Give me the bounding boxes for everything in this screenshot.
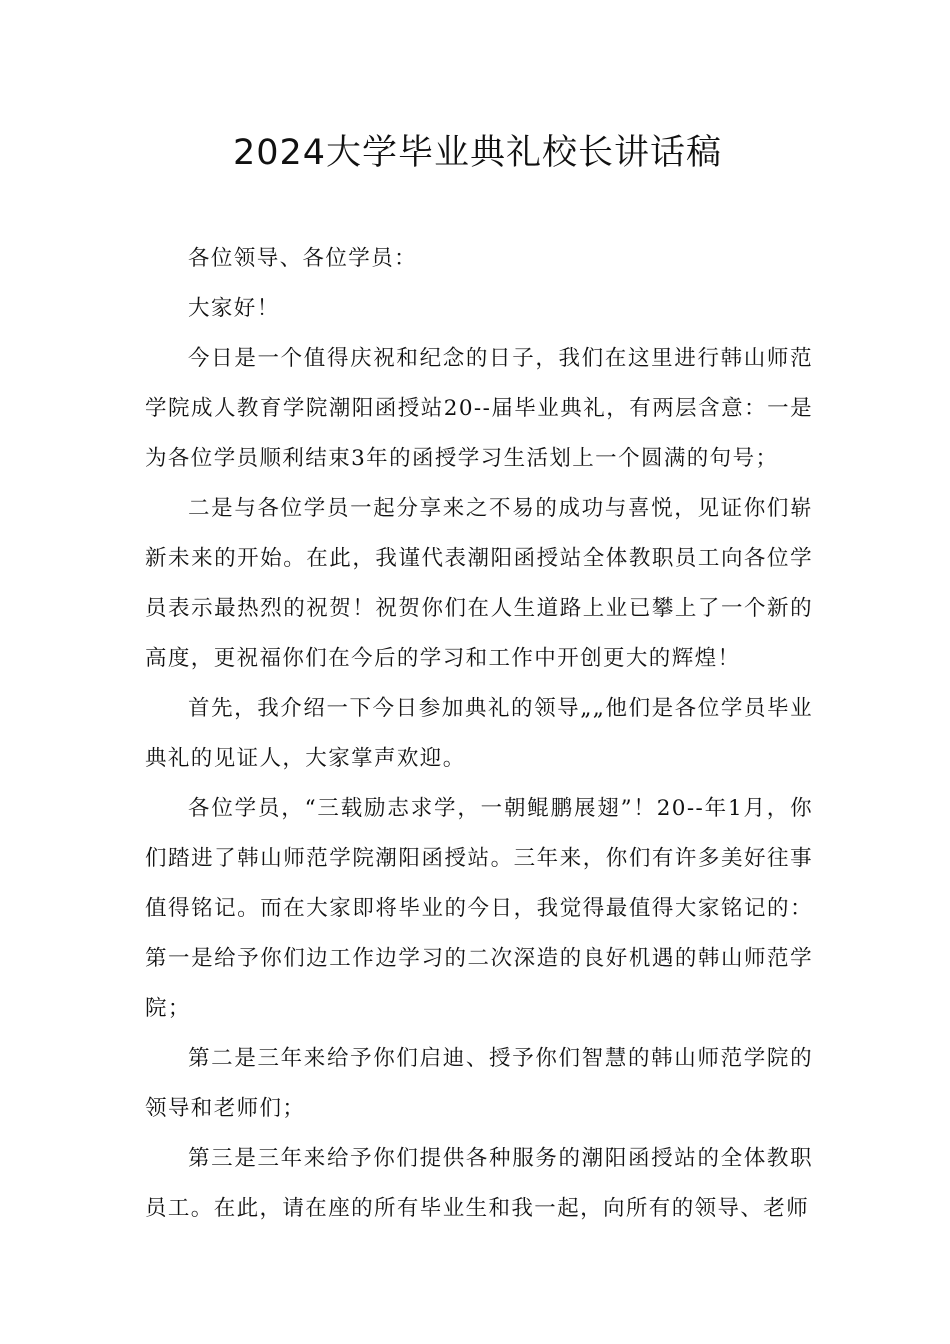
paragraph: 首先，我介绍一下今日参加典礼的领导„„他们是各位学员毕业典礼的见证人，大家掌声欢迎。 xyxy=(145,696,813,771)
document-title: 2024大学毕业典礼校长讲话稿 xyxy=(232,133,723,173)
paragraph: 第二是三年来给予你们启迪、授予你们智慧的韩山师范学院的领导和老师们； xyxy=(145,1046,813,1121)
paragraph: 各位学员，“三载励志求学，一朝鲲鹏展翅”！20--年1月，你们踏进了韩山师范学院潮阳函授站。三年来，你们有许多美好往事值得铭记。而在大家即将毕业的今日，我觉得最值得大家铭记的：第一是给予你们边工作边学习的二次深造的良好机遇的韩山师范学院； xyxy=(145,796,813,1021)
document-body xyxy=(145,234,813,1234)
paragraph-hello: 大家好！ xyxy=(188,296,280,321)
paragraph: 第三是三年来给予你们提供各种服务的潮阳函授站的全体教职员工。在此，请在座的所有毕业生和我一起，向所有的领导、老师 xyxy=(145,1146,813,1221)
paragraph: 今日是一个值得庆祝和纪念的日子，我们在这里进行韩山师范学院成人教育学院潮阳函授站20--届毕业典礼，有两层含意：一是为各位学员顺利结束3年的函授学习生活划上一个圆满的句号； xyxy=(145,346,813,471)
paragraph-greeting: 各位领导、各位学员： xyxy=(188,246,418,271)
paragraph: 二是与各位学员一起分享来之不易的成功与喜悦，见证你们崭新未来的开始。在此，我谨代表潮阳函授站全体教职员工向各位学员表示最热烈的祝贺！祝贺你们在人生道路上业已攀上了一个新的高度，更祝福你们在今后的学习和工作中开创更大的辉煌！ xyxy=(145,496,813,671)
